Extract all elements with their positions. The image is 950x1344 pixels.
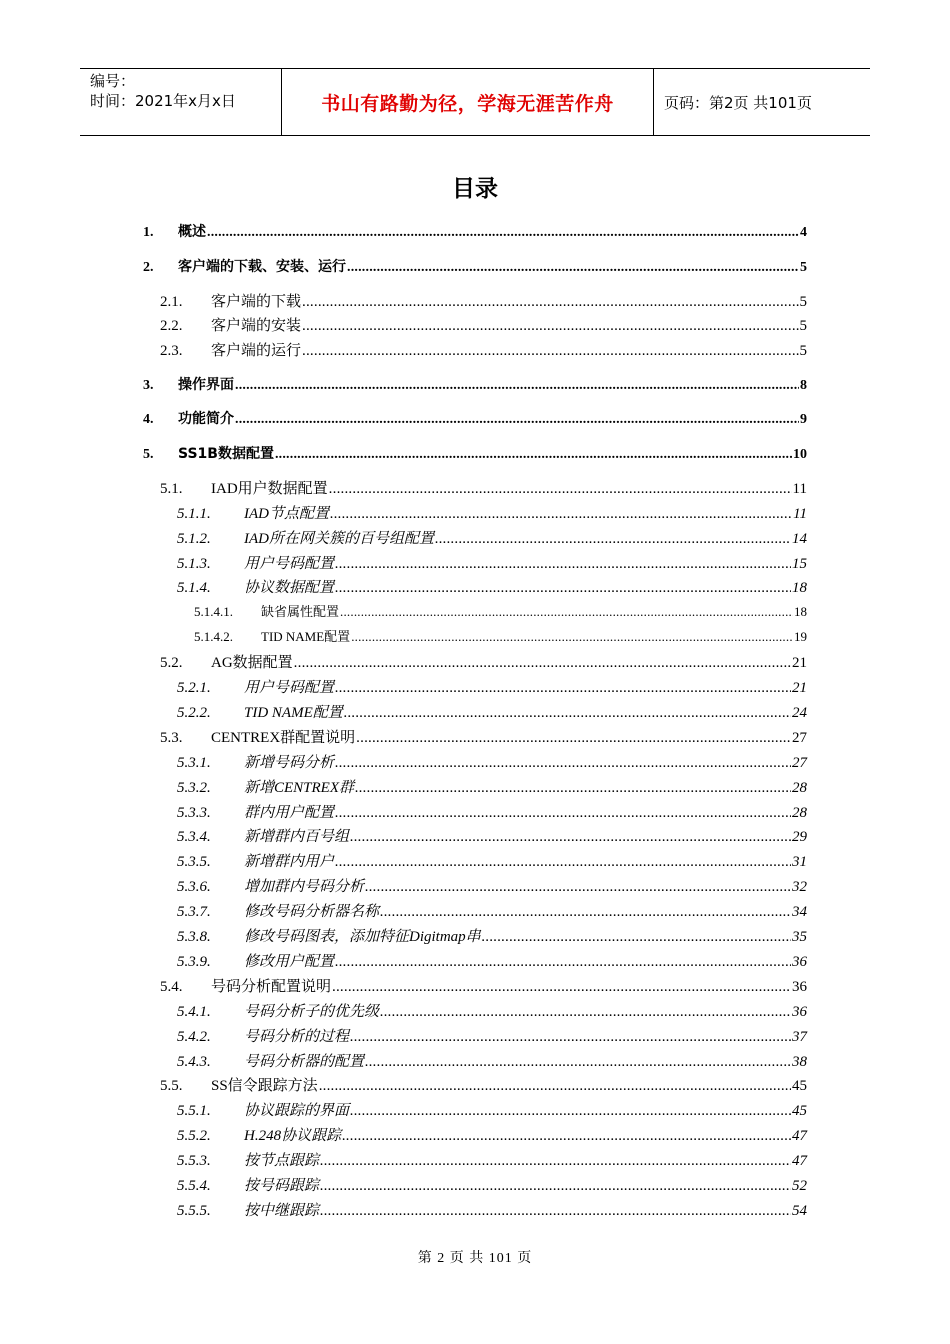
- toc-entry-page: 24: [792, 704, 807, 721]
- toc-entry-page: 14: [792, 530, 807, 547]
- toc-leader-dots: [365, 879, 791, 896]
- toc-leader-dots: [365, 1054, 791, 1071]
- toc-entry-title: 协议数据配置: [244, 580, 335, 597]
- toc-entry-number: 5.1.1.: [177, 505, 211, 522]
- toc-entry-title: TID NAME配置: [244, 704, 343, 721]
- toc-entry-page: 28: [792, 804, 807, 821]
- toc-entry-title: 缺省属性配置: [261, 604, 340, 620]
- toc-entry-number: 2.2.: [160, 318, 183, 335]
- toc-entry-page: 10: [793, 446, 807, 462]
- header-motto: 书山有路勤为径，学海无涯苦作舟: [282, 69, 654, 135]
- toc-entry[interactable]: [177, 1099, 807, 1120]
- toc-entry-page: 11: [792, 480, 807, 497]
- toc-entry[interactable]: [160, 477, 807, 498]
- toc-entry-number: 5.3.7.: [177, 904, 211, 921]
- toc-entry[interactable]: [177, 825, 807, 846]
- toc-leader-dots: [380, 1004, 791, 1021]
- toc-entry-title: 号码分析器的配置: [244, 1053, 365, 1070]
- toc-entry[interactable]: [160, 314, 807, 335]
- toc-entry-title: H.248协议跟踪: [244, 1128, 342, 1145]
- toc-entry-number: 5.1.3.: [177, 555, 211, 572]
- toc-entry-number: 5.1.4.2.: [194, 629, 233, 645]
- toc-entry-number: 5.1.4.: [177, 580, 211, 597]
- toc-entry[interactable]: [177, 875, 807, 896]
- toc-entry[interactable]: [177, 676, 807, 697]
- toc-leader-dots: [350, 1029, 791, 1046]
- toc-entry-number: 5.3.2.: [177, 779, 211, 796]
- toc-entry[interactable]: [177, 576, 807, 597]
- toc-entry-page: 11: [793, 505, 807, 522]
- header-time-label: 时间：2021年x月x日: [90, 92, 236, 110]
- toc-entry-title: IAD用户数据配置: [211, 480, 328, 497]
- toc-leader-dots: [235, 412, 799, 428]
- toc-entry-title: CENTREX群配置说明: [211, 729, 356, 746]
- toc-entry-number: 3.: [143, 377, 154, 393]
- toc-entry-title: IAD节点配置: [244, 505, 329, 522]
- toc-entry[interactable]: [160, 1074, 807, 1095]
- toc-entry[interactable]: [194, 626, 807, 645]
- toc-entry[interactable]: [177, 1174, 807, 1195]
- toc-entry[interactable]: [177, 701, 807, 722]
- toc-leader-dots: [294, 655, 791, 672]
- toc-leader-dots: [356, 730, 791, 747]
- toc-entry-title: AG数据配置: [211, 655, 293, 672]
- toc-entry-number: 2.1.: [160, 293, 183, 310]
- toc-entry-title: TID NAME配置: [261, 629, 351, 645]
- toc-entry-number: 5.4.2.: [177, 1028, 211, 1045]
- toc-entry-page: 35: [792, 929, 807, 945]
- toc-entry[interactable]: [177, 751, 807, 772]
- header-page-info: 页码：第2页 共101页: [664, 93, 812, 112]
- toc-entry[interactable]: [177, 1000, 807, 1021]
- toc-entry-number: 5.3.: [160, 729, 183, 746]
- toc-entry-number: 5.5.3.: [177, 1153, 211, 1170]
- toc-title: 目录: [452, 176, 498, 202]
- toc-entry-title: 新增群内百号组: [244, 829, 350, 846]
- toc-entry-title: 用户号码配置: [244, 680, 335, 696]
- toc-entry-number: 5.1.4.1.: [194, 604, 233, 620]
- toc-leader-dots: [335, 556, 791, 573]
- toc-entry-page: 52: [792, 1178, 807, 1194]
- toc-leader-dots: [302, 294, 798, 311]
- toc-entry-title: 按中继跟踪: [244, 1202, 320, 1219]
- page-header: [80, 68, 870, 136]
- toc-entry-number: 5.3.4.: [177, 829, 211, 846]
- toc-entry-title: IAD所在网关簇的百号组配置: [244, 530, 434, 547]
- toc-entry[interactable]: [194, 601, 807, 620]
- toc-entry[interactable]: [177, 502, 807, 523]
- toc-leader-dots: [319, 1078, 791, 1095]
- toc-entry-number: 5.5.: [160, 1078, 183, 1095]
- toc-entry-number: 5.1.2.: [177, 530, 211, 547]
- toc-entry-number: 5.4.1.: [177, 1003, 211, 1020]
- toc-entry[interactable]: [143, 408, 807, 428]
- toc-entry-page: 54: [792, 1202, 807, 1219]
- toc-entry-title: 号码分析的过程: [244, 1028, 350, 1045]
- toc-entry[interactable]: [177, 1149, 807, 1170]
- toc-entry-page: 34: [792, 904, 807, 921]
- toc-entry-title: 功能简介: [178, 411, 234, 428]
- toc-entry-page: 45: [792, 1078, 807, 1095]
- toc-entry-number: 5.2.: [160, 655, 183, 672]
- toc-entry[interactable]: [160, 726, 807, 747]
- toc-entry-page: 5: [799, 343, 807, 360]
- toc-leader-dots: [344, 705, 791, 722]
- toc-entry-page: 36: [792, 953, 807, 970]
- toc-entry-page: 18: [794, 604, 807, 620]
- toc-entry[interactable]: [177, 850, 807, 871]
- toc-entry-page: 37: [792, 1028, 807, 1045]
- toc-entry-title: 修改用户配置: [244, 953, 335, 970]
- toc-entry[interactable]: [160, 651, 807, 672]
- toc-entry[interactable]: [177, 925, 807, 946]
- toc-entry-number: 5.5.2.: [177, 1128, 211, 1145]
- toc-entry-number: 5.3.3.: [177, 804, 211, 821]
- toc-entry[interactable]: [143, 256, 807, 276]
- toc-entry-page: 5: [799, 318, 807, 335]
- toc-entry-number: 5.2.2.: [177, 704, 211, 721]
- toc-entry-title: 群内用户配置: [244, 804, 335, 821]
- toc-entry-title: 按号码跟踪: [244, 1178, 320, 1194]
- toc-entry-number: 5.3.5.: [177, 854, 211, 871]
- toc-entry-page: 21: [792, 655, 807, 672]
- toc-entry-title: 客户端的下载、安装、运行: [178, 258, 346, 275]
- toc-entry-page: 36: [792, 978, 807, 995]
- toc-entry-page: 19: [794, 629, 807, 645]
- toc-leader-dots: [302, 318, 798, 335]
- toc-leader-dots: [335, 755, 791, 772]
- toc-entry-number: 5.3.8.: [177, 929, 211, 945]
- toc-entry-title: 客户端的运行: [211, 343, 302, 360]
- toc-entry-page: 36: [792, 1003, 807, 1020]
- toc-entry-title: 概述: [178, 224, 206, 240]
- toc-entry-page: 15: [792, 555, 807, 572]
- toc-entry-number: 1.: [143, 225, 154, 240]
- toc-leader-dots: [380, 904, 791, 921]
- toc-entry-title: 协议跟踪的界面: [244, 1103, 350, 1120]
- toc-entry[interactable]: [177, 801, 807, 822]
- toc-leader-dots: [335, 680, 791, 697]
- toc-entry-title: 客户端的下载: [211, 293, 302, 310]
- toc-entry-number: 5.5.1.: [177, 1103, 211, 1120]
- toc-entry[interactable]: [177, 1050, 807, 1071]
- toc-leader-dots: [207, 225, 799, 241]
- toc-entry-title: 新增CENTREX群: [244, 779, 355, 796]
- toc-entry-number: 5.4.: [160, 978, 183, 995]
- toc-entry-title: 新增群内用户: [244, 854, 335, 871]
- toc-entry-number: 5.3.6.: [177, 879, 211, 896]
- toc-leader-dots: [335, 854, 791, 871]
- toc-entry-page: 8: [800, 377, 807, 393]
- toc-entry-page: 32: [792, 879, 807, 896]
- toc-leader-dots: [329, 481, 792, 498]
- toc-leader-dots: [275, 447, 792, 463]
- toc-entry[interactable]: [160, 339, 807, 360]
- toc-entry-page: 45: [792, 1103, 807, 1120]
- toc-entry-title: 按节点跟踪: [244, 1153, 320, 1170]
- toc-entry-page: 27: [792, 754, 807, 771]
- toc-entry-page: 27: [792, 729, 807, 746]
- toc-leader-dots: [302, 343, 798, 360]
- toc-entry[interactable]: [177, 776, 807, 797]
- toc-entry-title: SS1B数据配置: [178, 445, 274, 462]
- toc-leader-dots: [435, 531, 791, 548]
- toc-entry[interactable]: [177, 527, 807, 548]
- toc-leader-dots: [320, 1153, 791, 1170]
- toc-entry-number: 5.5.5.: [177, 1202, 211, 1219]
- toc-entry-page: 29: [792, 829, 807, 846]
- toc-leader-dots: [332, 979, 791, 996]
- toc-entry[interactable]: [143, 443, 807, 463]
- toc-entry[interactable]: [177, 1124, 807, 1145]
- toc-leader-dots: [342, 1128, 791, 1145]
- toc-leader-dots: [482, 929, 791, 946]
- toc-leader-dots: [350, 1103, 791, 1120]
- toc-entry-page: 47: [792, 1153, 807, 1170]
- toc-entry-number: 5.1.: [160, 480, 183, 497]
- page-footer: 第 2 页 共 101 页: [417, 1251, 533, 1266]
- toc-entry-number: 2.: [143, 259, 154, 275]
- toc-entry-number: 5.4.3.: [177, 1053, 211, 1070]
- toc-entry[interactable]: [177, 1199, 807, 1220]
- toc-entry[interactable]: [143, 221, 807, 241]
- toc-entry-page: 47: [792, 1128, 807, 1145]
- toc-entry-page: 18: [792, 580, 807, 597]
- toc-leader-dots: [350, 829, 791, 846]
- toc-leader-dots: [335, 954, 791, 971]
- toc-leader-dots: [335, 805, 791, 822]
- toc-entry-title: 客户端的安装: [211, 318, 302, 335]
- toc-entry-title: 修改号码图表，添加特征Digitmap串: [244, 929, 481, 945]
- toc-entry-page: 21: [792, 680, 807, 696]
- toc-entry-page: 5: [800, 259, 807, 275]
- toc-entry-title: 操作界面: [178, 376, 234, 393]
- toc-leader-dots: [235, 378, 799, 394]
- toc-entry-number: 5.3.9.: [177, 953, 211, 970]
- toc-leader-dots: [355, 780, 791, 797]
- toc-entry-number: 5.2.1.: [177, 680, 211, 696]
- toc-entry-title: 用户号码配置: [244, 555, 335, 572]
- toc-entry[interactable]: [160, 975, 807, 996]
- toc-leader-dots: [351, 629, 793, 645]
- toc-entry[interactable]: [177, 552, 807, 573]
- toc-entry-title: 修改号码分析器名称: [244, 904, 380, 921]
- header-code-label: 编号：: [90, 72, 136, 90]
- toc-entry-page: 5: [799, 293, 807, 310]
- toc-entry-title: 号码分析配置说明: [211, 978, 332, 995]
- toc-entry-number: 5.: [143, 446, 154, 462]
- toc-entry-title: 号码分析子的优先级: [244, 1003, 380, 1020]
- toc-leader-dots: [320, 1178, 791, 1195]
- toc-entry-number: 4.: [143, 412, 154, 428]
- header-meta: [80, 69, 282, 135]
- toc-entry-title: 增加群内号码分析: [244, 879, 365, 896]
- toc-entry-number: 2.3.: [160, 343, 183, 360]
- toc-entry-page: 38: [792, 1053, 807, 1070]
- toc-leader-dots: [330, 506, 792, 523]
- toc-entry-page: 31: [792, 854, 807, 871]
- toc-entry-title: SS信令跟踪方法: [211, 1078, 318, 1095]
- toc-entry[interactable]: [177, 950, 807, 971]
- toc-entry-number: 5.5.4.: [177, 1178, 211, 1194]
- toc-entry[interactable]: [143, 374, 807, 394]
- toc-entry[interactable]: [177, 1025, 807, 1046]
- toc-leader-dots: [335, 580, 791, 597]
- toc-leader-dots: [320, 1203, 791, 1220]
- toc-entry-page: 28: [792, 779, 807, 796]
- toc-entry-page: 4: [800, 225, 807, 240]
- toc-leader-dots: [347, 260, 799, 276]
- toc-entry-number: 5.3.1.: [177, 754, 211, 771]
- toc-leader-dots: [340, 604, 793, 620]
- toc-entry-title: 新增号码分析: [244, 754, 335, 771]
- toc-entry[interactable]: [160, 290, 807, 311]
- toc-entry-page: 9: [800, 412, 807, 428]
- toc-entry[interactable]: [177, 900, 807, 921]
